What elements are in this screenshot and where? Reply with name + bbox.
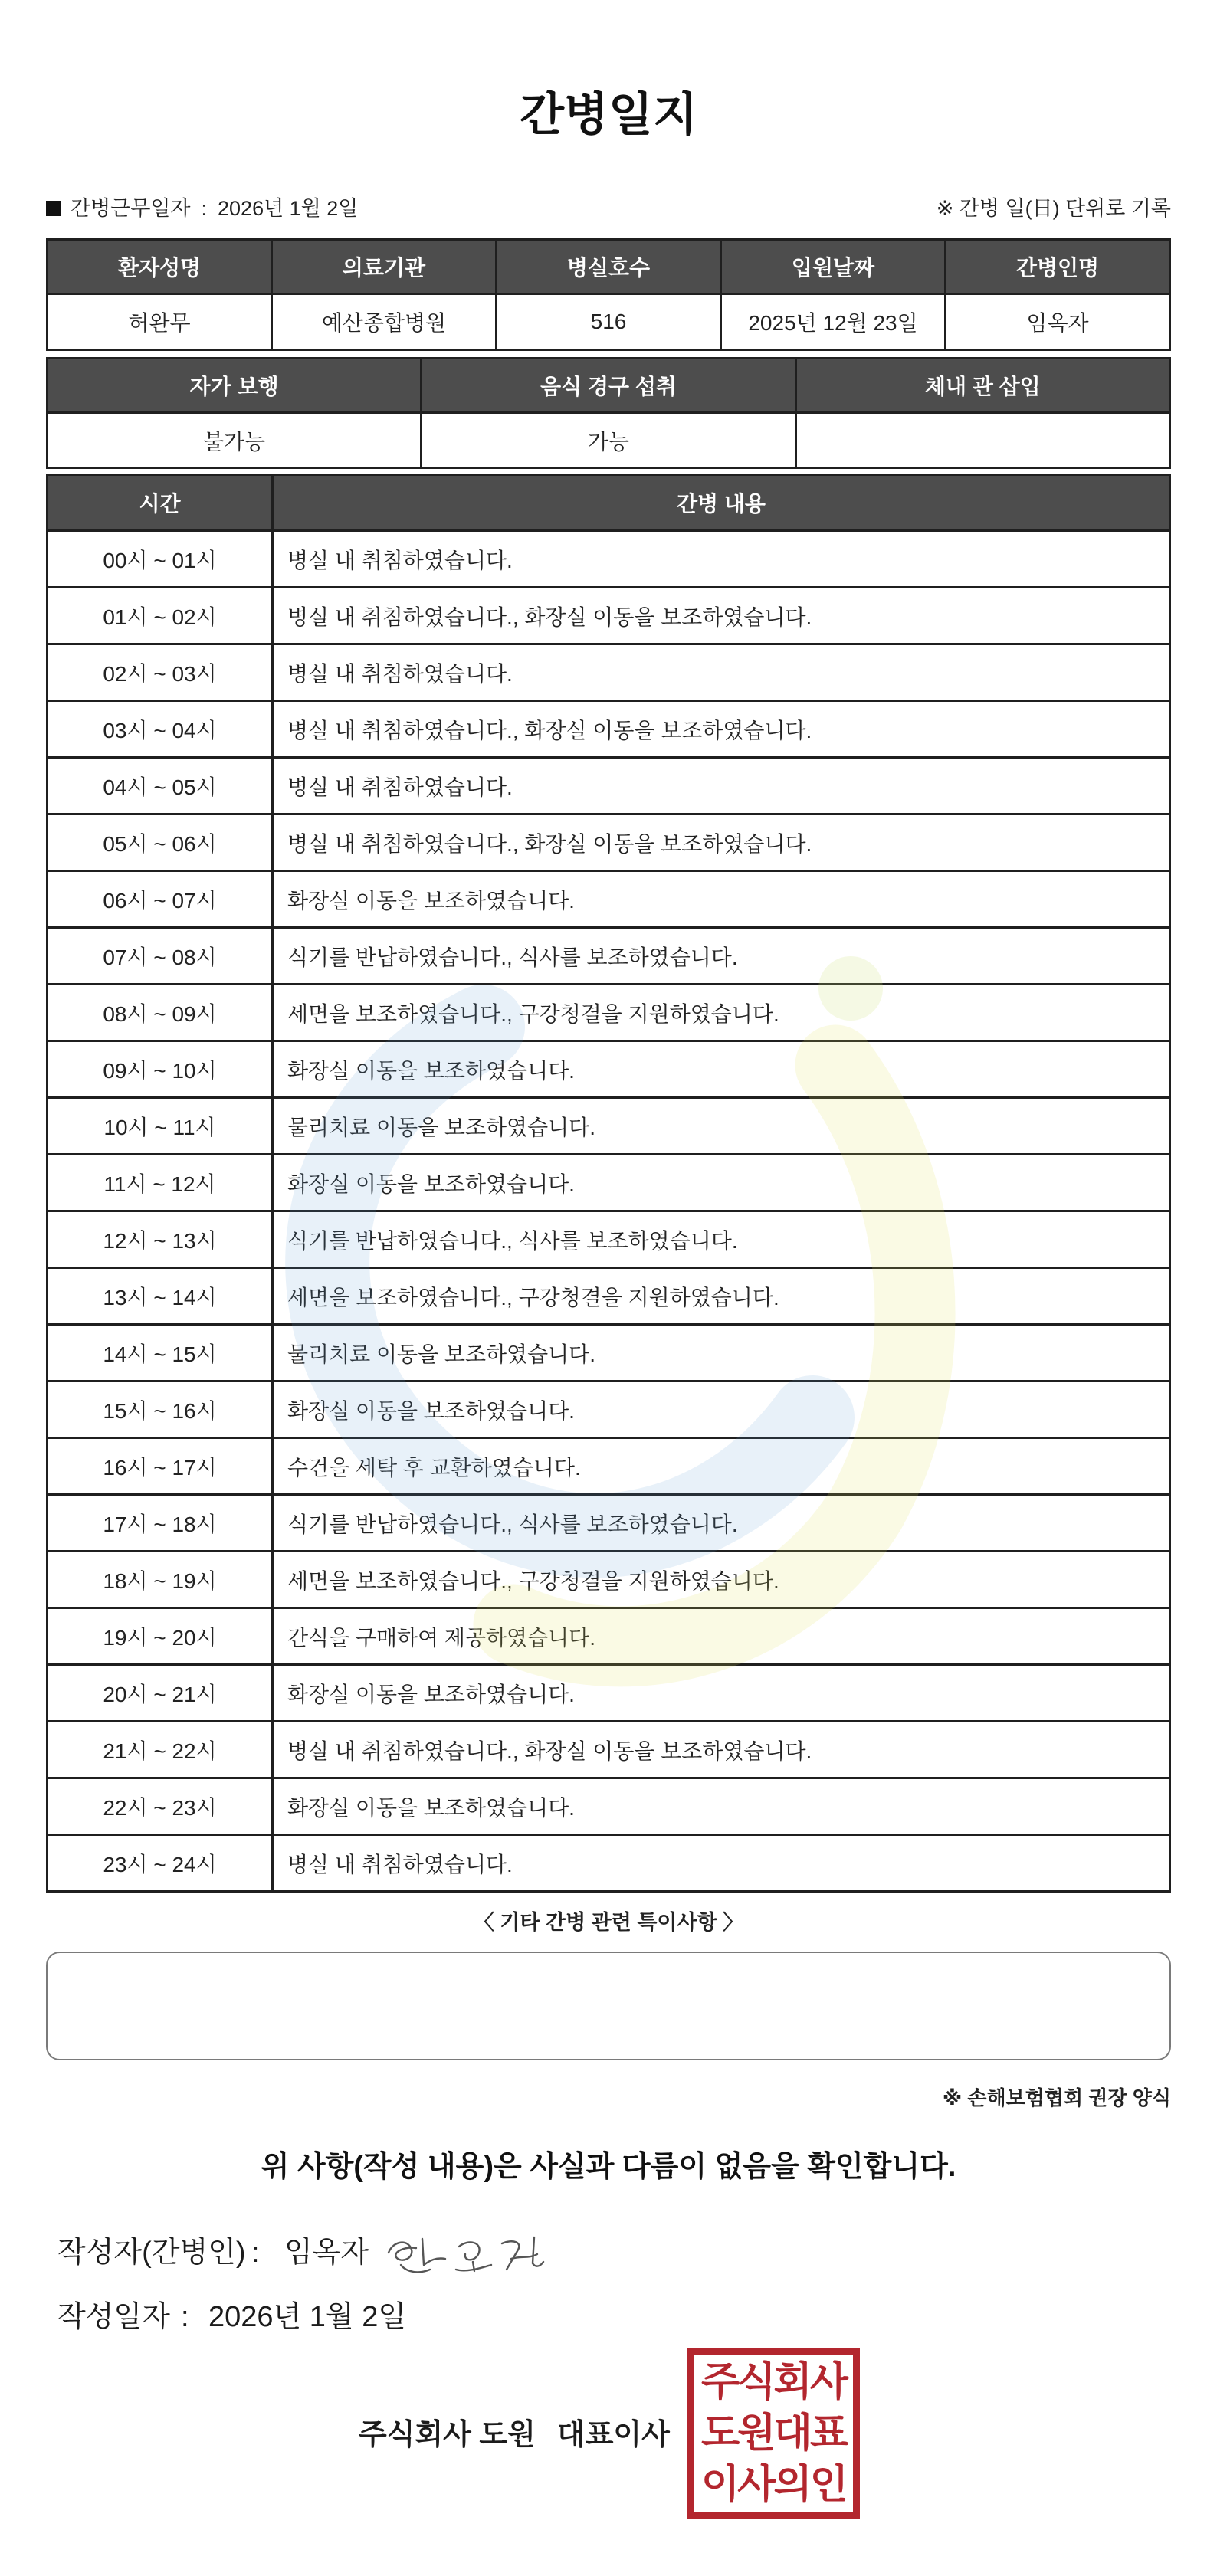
- log-time: 08시 ~ 09시: [48, 985, 273, 1041]
- header-self-walking: 자가 보행: [48, 359, 422, 413]
- log-content: 병실 내 취침하였습니다.: [273, 531, 1170, 588]
- seal-line: 주식회사: [701, 2360, 846, 2404]
- seal-line: 도원대표: [701, 2411, 846, 2456]
- author-name: 임옥자: [284, 2237, 369, 2269]
- oral-intake-value: 가능: [422, 413, 795, 468]
- admission-date: 2025년 12월 23일: [721, 294, 946, 350]
- log-content: 식기를 반납하였습니다., 식사를 보조하였습니다.: [273, 928, 1170, 985]
- log-row: [48, 1381, 1170, 1438]
- written-date-label: 작성일자: [57, 2301, 170, 2333]
- written-date-separator: :: [181, 2301, 189, 2333]
- log-time: 20시 ~ 21시: [48, 1665, 273, 1722]
- log-time: 02시 ~ 03시: [48, 644, 273, 701]
- room-number: 516: [497, 294, 721, 350]
- header-room-number: 병실호수: [497, 240, 721, 294]
- company-seal-stamp: [687, 2348, 860, 2519]
- log-time: 22시 ~ 23시: [48, 1778, 273, 1835]
- log-content: 화장실 이동을 보조하였습니다.: [273, 1155, 1170, 1211]
- log-row: [48, 1552, 1170, 1608]
- log-time: 16시 ~ 17시: [48, 1438, 273, 1495]
- table-row: [48, 294, 1170, 350]
- work-date-separator: :: [201, 197, 208, 220]
- log-content: 세면을 보조하였습니다., 구강청결을 지원하였습니다.: [273, 1552, 1170, 1608]
- table-row: [48, 413, 1170, 468]
- log-content: 병실 내 취침하였습니다.: [273, 758, 1170, 814]
- log-row: [48, 1098, 1170, 1155]
- header-oral-intake: 음식 경구 섭취: [422, 359, 795, 413]
- log-row: [48, 871, 1170, 928]
- square-bullet-icon: [46, 201, 61, 216]
- log-time: 21시 ~ 22시: [48, 1722, 273, 1778]
- log-time: 01시 ~ 02시: [48, 588, 273, 644]
- log-time: 18시 ~ 19시: [48, 1552, 273, 1608]
- log-row: [48, 814, 1170, 871]
- log-content: 병실 내 취침하였습니다., 화장실 이동을 보조하였습니다.: [273, 701, 1170, 758]
- patient-name: 허완무: [48, 294, 272, 350]
- log-time: 19시 ~ 20시: [48, 1608, 273, 1665]
- header-tube-insertion: 체내 관 삽입: [795, 359, 1169, 413]
- log-content: 화장실 이동을 보조하였습니다.: [273, 1381, 1170, 1438]
- log-row: [48, 701, 1170, 758]
- page-title: 간병일지: [520, 89, 697, 140]
- header-caregiver-name: 간병인명: [946, 240, 1170, 294]
- log-time: 00시 ~ 01시: [48, 531, 273, 588]
- header-time: 시간: [48, 475, 273, 531]
- confirmation-statement: 위 사항(작성 내용)은 사실과 다름이 없음을 확인합니다.: [261, 2151, 956, 2183]
- log-row: [48, 758, 1170, 814]
- log-row: [48, 1495, 1170, 1552]
- log-content: 세면을 보조하였습니다., 구강청결을 지원하였습니다.: [273, 1268, 1170, 1325]
- log-row: [48, 985, 1170, 1041]
- form-source-note: ※ 손해보험협회 권장 양식: [942, 2086, 1171, 2109]
- patient-status-table: [46, 357, 1171, 469]
- company-representative-title: 대표이사: [557, 2419, 670, 2451]
- tube-insertion-value: [795, 413, 1169, 468]
- log-row: [48, 531, 1170, 588]
- log-time: 09시 ~ 10시: [48, 1041, 273, 1098]
- log-row: [48, 1325, 1170, 1381]
- log-content: 물리치료 이동을 보조하였습니다.: [273, 1325, 1170, 1381]
- log-time: 15시 ~ 16시: [48, 1381, 273, 1438]
- log-content: 화장실 이동을 보조하였습니다.: [273, 1041, 1170, 1098]
- log-content: 간식을 구매하여 제공하였습니다.: [273, 1608, 1170, 1665]
- work-date: [46, 194, 358, 223]
- notes-heading: 〈 기타 간병 관련 특이사항 〉: [473, 1911, 744, 1934]
- record-note: ※ 간병 일(日) 단위로 기록: [936, 197, 1171, 220]
- header-hospital: 의료기관: [272, 240, 497, 294]
- author-separator: :: [251, 2237, 260, 2269]
- log-row: [48, 1438, 1170, 1495]
- author-label: 작성자(간병인): [57, 2237, 246, 2269]
- header-care-content: 간병 내용: [273, 475, 1170, 531]
- patient-info-table: [46, 238, 1171, 351]
- handwritten-signature: [379, 2227, 548, 2282]
- log-content: 병실 내 취침하였습니다., 화장실 이동을 보조하였습니다.: [273, 814, 1170, 871]
- log-content: 물리치료 이동을 보조하였습니다.: [273, 1098, 1170, 1155]
- log-row: [48, 928, 1170, 985]
- written-date-value: 2026년 1월 2일: [208, 2301, 407, 2333]
- log-content: 병실 내 취침하였습니다.: [273, 644, 1170, 701]
- log-time: 17시 ~ 18시: [48, 1495, 273, 1552]
- log-row: [48, 644, 1170, 701]
- log-row: [48, 1778, 1170, 1835]
- header-admission-date: 입원날짜: [721, 240, 946, 294]
- log-row: [48, 1155, 1170, 1211]
- self-walking-value: 불가능: [48, 413, 422, 468]
- work-date-label: 간병근무일자: [71, 197, 191, 220]
- log-content: 세면을 보조하였습니다., 구강청결을 지원하였습니다.: [273, 985, 1170, 1041]
- care-log-table: [46, 474, 1171, 1893]
- seal-line: 이사의인: [701, 2463, 846, 2507]
- log-row: [48, 1835, 1170, 1892]
- company-name: 주식회사 도원: [359, 2419, 536, 2451]
- log-time: 10시 ~ 11시: [48, 1098, 273, 1155]
- log-row: [48, 588, 1170, 644]
- log-time: 23시 ~ 24시: [48, 1835, 273, 1892]
- log-content: 병실 내 취침하였습니다.: [273, 1835, 1170, 1892]
- log-time: 06시 ~ 07시: [48, 871, 273, 928]
- log-content: 병실 내 취침하였습니다., 화장실 이동을 보조하였습니다.: [273, 1722, 1170, 1778]
- log-time: 03시 ~ 04시: [48, 701, 273, 758]
- work-date-value: 2026년 1월 2일: [218, 197, 359, 220]
- log-time: 12시 ~ 13시: [48, 1211, 273, 1268]
- log-content: 병실 내 취침하였습니다., 화장실 이동을 보조하였습니다.: [273, 588, 1170, 644]
- log-content: 화장실 이동을 보조하였습니다.: [273, 1778, 1170, 1835]
- log-time: 13시 ~ 14시: [48, 1268, 273, 1325]
- log-row: [48, 1722, 1170, 1778]
- table-header-row: [48, 475, 1170, 531]
- log-row: [48, 1665, 1170, 1722]
- log-time: 14시 ~ 15시: [48, 1325, 273, 1381]
- log-time: 07시 ~ 08시: [48, 928, 273, 985]
- log-time: 11시 ~ 12시: [48, 1155, 273, 1211]
- table-header-row: [48, 240, 1170, 294]
- caregiver-name: 임옥자: [946, 294, 1170, 350]
- log-row: [48, 1041, 1170, 1098]
- log-content: 화장실 이동을 보조하였습니다.: [273, 1665, 1170, 1722]
- log-row: [48, 1608, 1170, 1665]
- work-date-bar: [46, 194, 1171, 223]
- log-content: 수건을 세탁 후 교환하였습니다.: [273, 1438, 1170, 1495]
- log-row: [48, 1268, 1170, 1325]
- hospital-name: 예산종합병원: [272, 294, 497, 350]
- log-row: [48, 1211, 1170, 1268]
- header-patient-name: 환자성명: [48, 240, 272, 294]
- log-content: 식기를 반납하였습니다., 식사를 보조하였습니다.: [273, 1495, 1170, 1552]
- table-header-row: [48, 359, 1170, 413]
- log-time: 04시 ~ 05시: [48, 758, 273, 814]
- notes-box: [46, 1952, 1171, 2060]
- log-content: 화장실 이동을 보조하였습니다.: [273, 871, 1170, 928]
- log-time: 05시 ~ 06시: [48, 814, 273, 871]
- log-content: 식기를 반납하였습니다., 식사를 보조하였습니다.: [273, 1211, 1170, 1268]
